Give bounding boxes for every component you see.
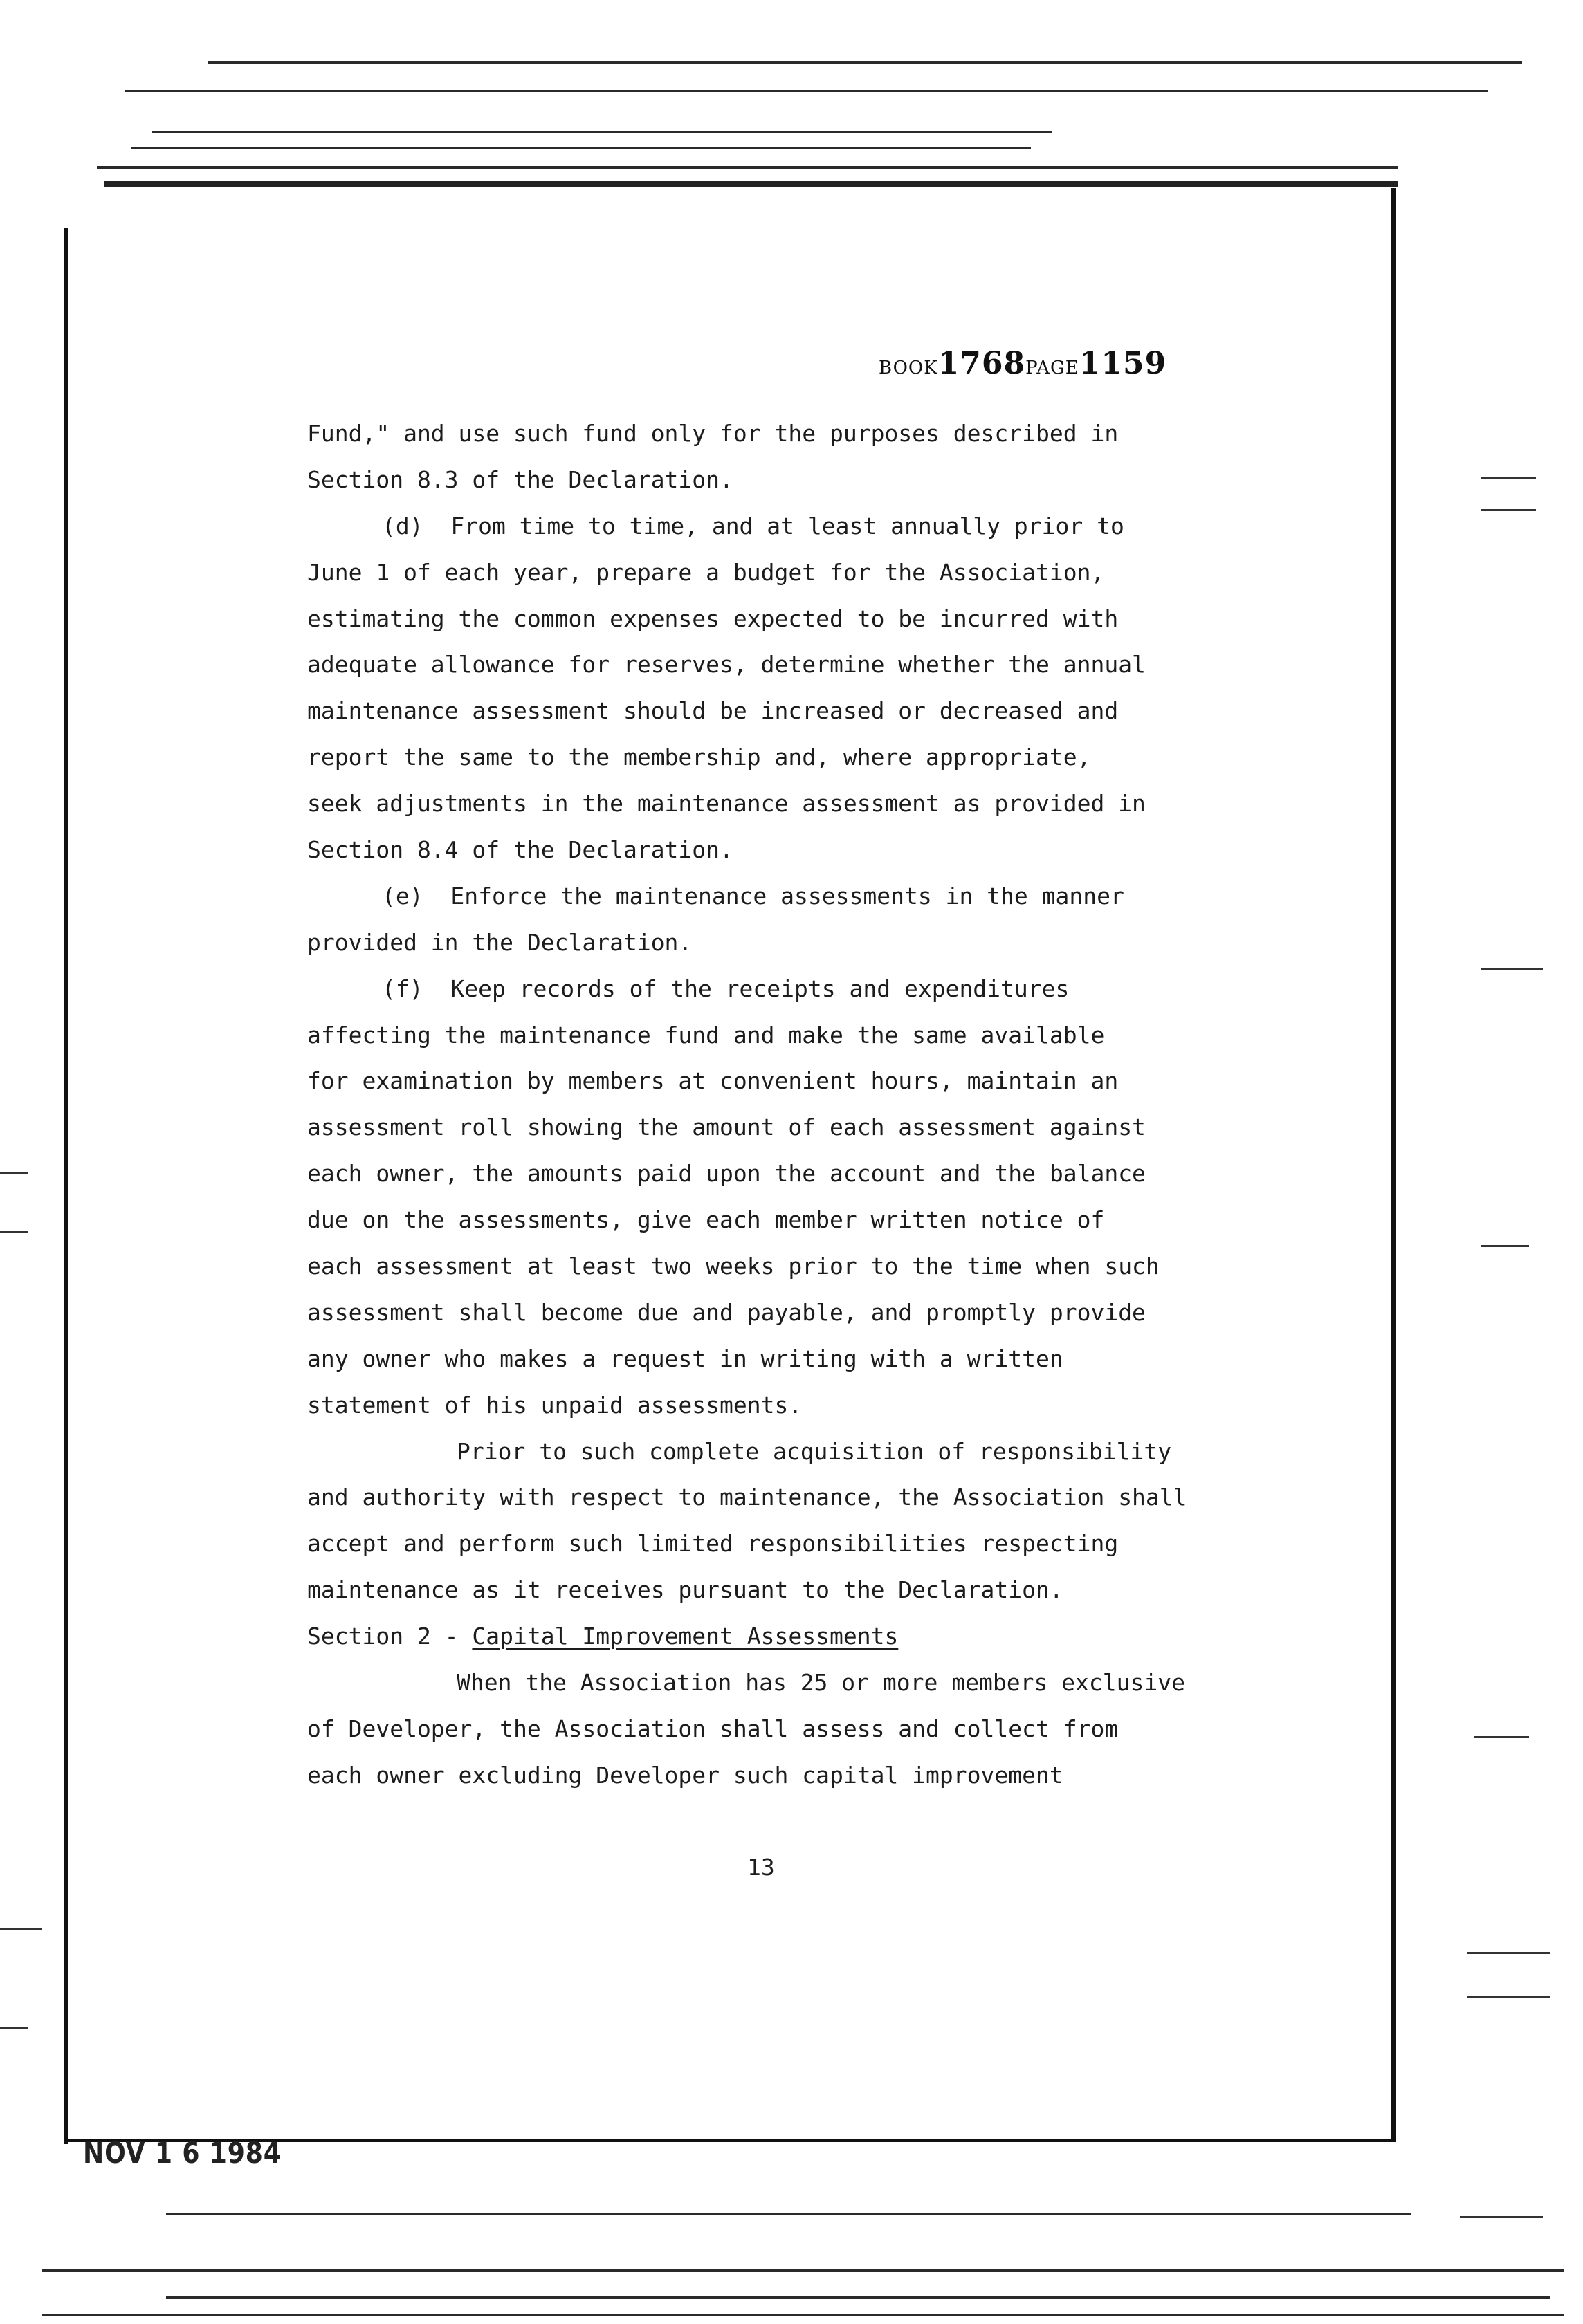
text-line: Fund," and use such fund only for the purposes described in — [307, 420, 1119, 447]
scan-rule-bottom-2 — [42, 2269, 1564, 2272]
text-line: (d) From time to time, and at least annually prior to — [382, 512, 1124, 540]
text-line: accept and perform such limited responsibilities respecting — [307, 1530, 1119, 1558]
text-line: adequate allowance for reserves, determine whether the annual — [307, 651, 1146, 679]
margin-mark — [1467, 1996, 1550, 1998]
text-line: seek adjustments in the maintenance assessment as provided in — [307, 790, 1146, 818]
text-line: each assessment at least two weeks prior to the time when such — [307, 1253, 1160, 1280]
book-page-reference — [879, 346, 1166, 381]
book-label: BOOK — [879, 358, 938, 378]
text-line: Section 8.3 of the Declaration. — [307, 465, 733, 493]
text-line: When the Association has 25 or more members exclusive — [457, 1669, 1185, 1697]
text-line: (f) Keep records of the receipts and expenditures — [382, 975, 1070, 1002]
margin-mark — [0, 1172, 28, 1174]
margin-mark — [1467, 1952, 1550, 1954]
scan-rule-bottom-4 — [42, 2314, 1564, 2316]
text-line: each owner, the amounts paid upon the account and the balance — [307, 1160, 1146, 1188]
margin-mark — [0, 2027, 28, 2029]
text-line: for examination by members at convenient hours, maintain an — [307, 1067, 1119, 1095]
text-line: each owner excluding Developer such capital improvement — [307, 1761, 1063, 1789]
text-line: June 1 of each year, prepare a budget for the Association, — [307, 558, 1105, 586]
book-number: 1768 — [937, 346, 1026, 381]
text-line: (e) Enforce the maintenance assessments in the manner — [382, 882, 1124, 910]
scan-rule-top-4 — [131, 147, 1031, 149]
margin-mark — [1481, 477, 1536, 479]
frame-top-border — [104, 181, 1398, 187]
scan-rule-top-1 — [208, 61, 1522, 64]
text-line: of Developer, the Association shall assess and collect from — [307, 1715, 1119, 1742]
document-body — [307, 411, 1317, 1799]
margin-mark — [1481, 968, 1543, 970]
margin-mark — [0, 1928, 42, 1930]
text-line: provided in the Declaration. — [307, 928, 693, 956]
text-line: due on the assessments, give each member written notice of — [307, 1206, 1105, 1234]
scan-rule-bottom-1 — [166, 2213, 1411, 2215]
page-label: PAGE — [1025, 358, 1079, 378]
frame-left-border — [64, 228, 68, 2144]
margin-mark — [1481, 509, 1536, 511]
scan-rule-bottom-3 — [166, 2296, 1550, 2299]
recording-date-stamp: NOV 1 6 1984 — [83, 2136, 282, 2170]
text-line: maintenance as it receives pursuant to the Declaration. — [307, 1576, 1063, 1604]
section-heading — [307, 1614, 1317, 1660]
text-line: assessment roll showing the amount of each assessment against — [307, 1114, 1146, 1141]
text-line: statement of his unpaid assessments. — [307, 1391, 803, 1419]
text-line: estimating the common expenses expected to be incurred with — [307, 605, 1119, 632]
margin-mark — [1481, 1245, 1529, 1247]
text-line: Section 8.4 of the Declaration. — [307, 836, 733, 864]
margin-mark — [0, 1231, 28, 1233]
text-line: report the same to the membership and, where appropriate, — [307, 744, 1091, 771]
scan-rule-top-3 — [152, 131, 1052, 133]
text-line: and authority with respect to maintenance, the Association shall — [307, 1484, 1187, 1511]
page-number: 13 — [747, 1854, 775, 1881]
margin-mark — [1474, 1736, 1529, 1738]
scan-rule-top-5 — [97, 166, 1398, 169]
text-line: any owner who makes a request in writing with a written — [307, 1345, 1063, 1372]
text-line: assessment shall become due and payable, and promptly provide — [307, 1298, 1146, 1326]
margin-mark — [1460, 2216, 1543, 2218]
text-line: maintenance assessment should be increased or decreased and — [307, 697, 1119, 725]
text-line: Prior to such complete acquisition of responsibility — [457, 1437, 1172, 1465]
section-heading-title: Capital Improvement Assessments — [472, 1623, 899, 1650]
section-heading-prefix: Section 2 - — [307, 1623, 473, 1650]
scan-rule-top-2 — [125, 90, 1488, 92]
text-line: affecting the maintenance fund and make the same available — [307, 1021, 1105, 1049]
page-ref-number: 1159 — [1079, 346, 1167, 381]
